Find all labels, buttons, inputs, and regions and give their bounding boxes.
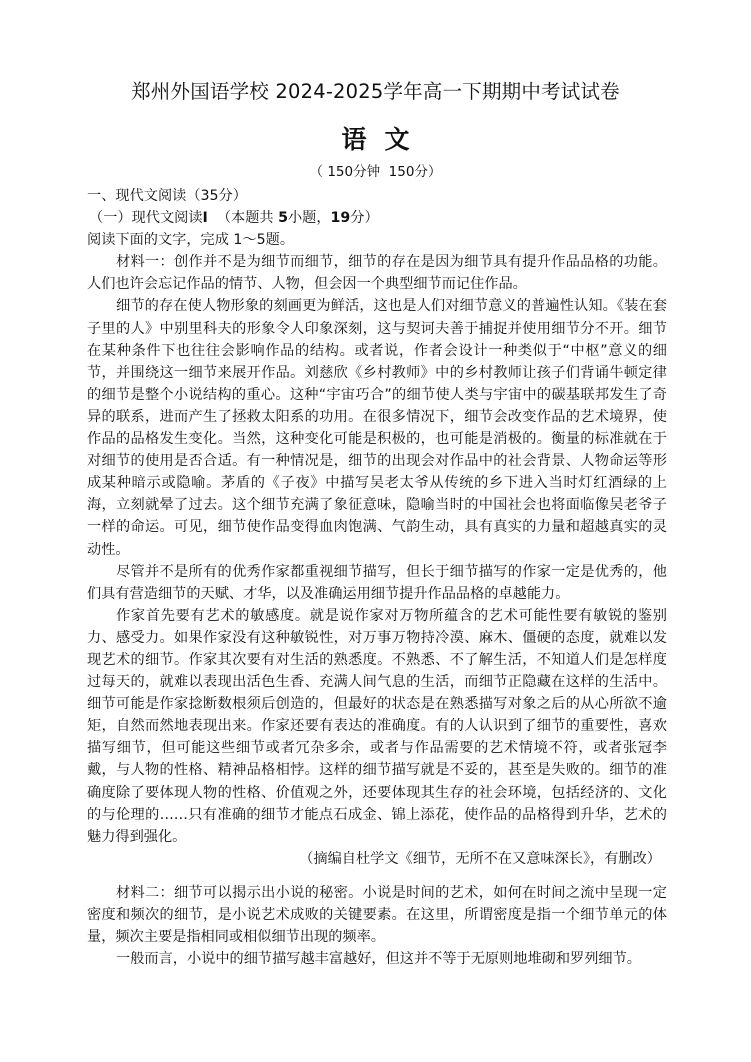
- sub-section-heading: [87, 207, 667, 229]
- sub-heading-info-c: 分）: [350, 210, 379, 227]
- exam-body: [87, 185, 667, 970]
- sub-heading-info-b: 小题，: [287, 210, 331, 227]
- sub-heading-prefix: （一）现代文阅读: [89, 210, 203, 227]
- material2-paragraph: 材料二：细节可以揭示出小说的秘密。小说是时间的艺术，如何在时间之流中呈现一定密度和频次的细节，是小说艺术成败的关键要素。在这里，所谓密度是指一个细节单元的体量，频次主要是指相同或相似细节出现的频率。: [87, 884, 667, 946]
- sub-heading-points: 19: [330, 210, 351, 227]
- material1-paragraph: 细节的存在使人物形象的刻画更为鲜活，这也是人们对细节意义的普遍性认知。《装在套子里的人》中别里科夫的形象令人印象深刻，这与契诃夫善于捕捉并使用细节分不开。细节在某种条件下也往往会影响作品的结构。或者说，作者会设计一种类似于“中枢”意义的细节，并围绕这一细节来展开作品。刘慈欣《乡村教师》中的乡村教师让孩子们背诵牛顿定律的细节是整个小说结构的重心。这种“宇宙巧合”的细节使人类与宇宙中的碳基联邦发生了奇异的联系，进而产生了拯救太阳系的功用。在很多情况下，细节会改变作品的艺术境界，使作品的品格发生变化。当然，这种变化可能是积极的，也可能是消极的。衡量的标准就在于对细节的使用是否合适。有一种情况是，细节的出现会对作品中的社会背景、人物命运等形成某种暗示或隐喻。茅盾的《子夜》中描写吴老太爷从传统的乡下进入当时灯红酒绿的上海，立刻就晕了过去。这个细节充满了象征意味，隐喻当时的中国社会也将面临像吴老爷子一样的命运。可见，细节使作品变得血肉饱满、气韵生动，具有真实的力量和超越真实的灵动性。: [87, 298, 667, 558]
- spacer: [87, 870, 667, 882]
- instruction: 阅读下面的文字，完成 1～5题。: [87, 232, 295, 249]
- section-heading: 一、现代文阅读（35分）: [87, 188, 247, 204]
- subject-title: 语文: [341, 125, 428, 154]
- sub-heading-count: 5: [278, 210, 288, 227]
- time-info: （ 150分钟 150分）: [309, 164, 442, 180]
- material1-paragraph: 材料一：创作并不是为细节而细节，细节的存在是因为细节具有提升作品品格的功能。人们也许会忘记作品的情节、人物，但会因一个典型细节而记住作品。: [87, 254, 667, 293]
- exam-title: 郑州外国语学校 2024-2025学年高一下期期中考试试卷: [131, 80, 620, 103]
- material1-paragraph: 作家首先要有艺术的敏感度。就是说作家对万物所蕴含的艺术可能性要有敏锐的鉴别力、感受力。如果作家没有这种敏锐性，对万事万物持冷漠、麻木、僵硬的态度，就难以发现艺术的细节。作家其次要有对生活的熟悉度。不熟悉、不了解生活，不知道人们是怎样度过每天的，就难以表现出活色生香、充满人间气息的生活，而细节正隐藏在这样的生活中。细节可能是作家捻断数根须后创造的，但最好的状态是在熟悉描写对象之后的从心所欲不逾矩，自然而然地表现出来。作家还要有表达的准确度。有的人认识到了细节的重要性，喜欢描写细节，但可能这些细节或者冗杂多余，或者与作品需要的艺术情境不符，或者张冠李戴，与人物的性格、精神品格相悖。这样的细节描写就是不妥的，甚至是失败的。细节的准确度除了要体现人物的性格、价值观之外，还要体现其生存的社会环境，包括经济的、文化的与伦理的……只有准确的细节才能点石成金、锦上添花，使作品的品格得到升华，艺术的魅力得到强化。: [87, 607, 667, 845]
- material2-paragraph: 一般而言，小说中的细节描写越丰富越好，但这并不等于无原则地堆砌和罗列细节。: [116, 951, 641, 968]
- material1-source: （摘编自杜学文《细节，无所不在又意味深长》，有删改）: [299, 850, 661, 867]
- sub-heading-info-a: （本题共: [216, 210, 279, 227]
- sub-heading-num: Ⅰ: [202, 210, 208, 227]
- material1-paragraph: 尽管并不是所有的优秀作家都重视细节描写，但长于细节描写的作家一定是优秀的，他们具有营造细节的天赋、才华，以及准确运用细节提升作品品格的卓越能力。: [87, 563, 667, 602]
